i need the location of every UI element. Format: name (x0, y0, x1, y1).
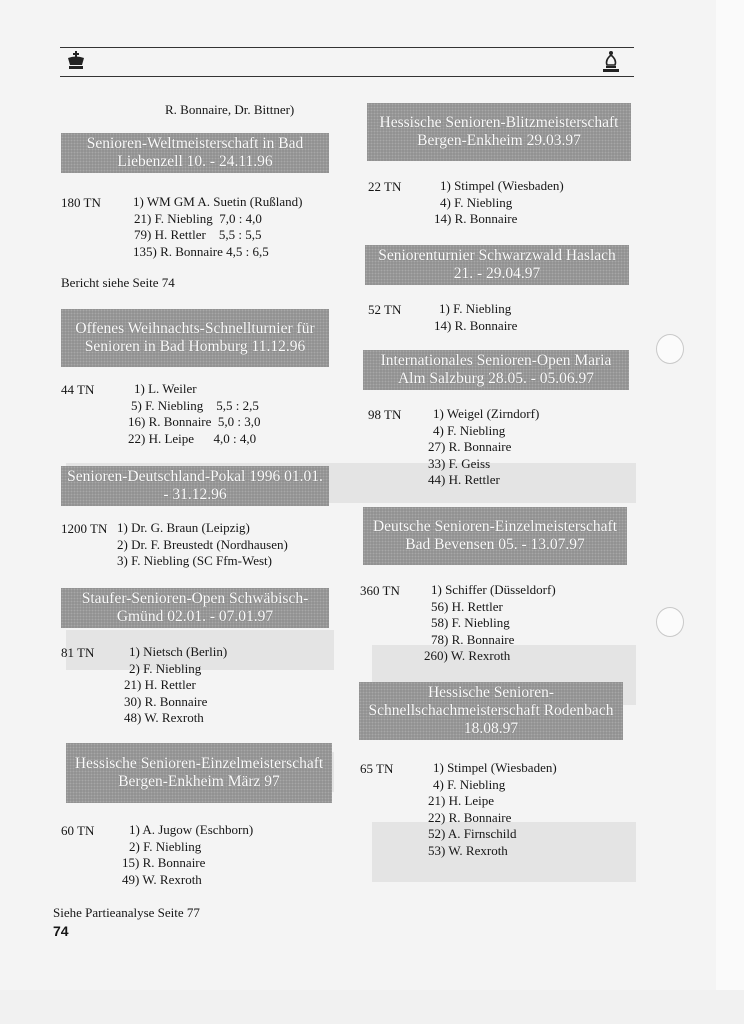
chess-king-icon (65, 50, 87, 77)
results-list (428, 406, 539, 489)
section-banner: Hessische Senioren-Blitzmeisterschaft Bergen-Enkheim 29.03.97 (367, 103, 631, 161)
section-banner: Deutsche Senioren-Einzelmeisterschaft Bad Bevensen 05. - 13.07.97 (363, 507, 627, 565)
result-entry: 1) F. Niebling (439, 301, 512, 316)
result-entry: 14) R. Bonnaire (434, 317, 518, 333)
result-entry: 1) WM GM A. Suetin (Rußland) (133, 194, 303, 209)
header-rule-top (60, 47, 634, 48)
result-entry: 56) H. Rettler (431, 598, 503, 614)
result-entry: 22) R. Bonnaire (428, 809, 512, 825)
results-list (428, 760, 557, 859)
section-banner: Senioren-Deutschland-Pokal 1996 01.01. - 31.12.96 (61, 466, 329, 506)
results-list (117, 520, 288, 570)
participant-count: 22 TN (368, 179, 402, 194)
result-entry: 49) W. Rexroth (122, 871, 202, 887)
punch-hole (656, 334, 684, 364)
result-entry: 2) F. Niebling (129, 660, 202, 676)
participant-count: 1200 TN (61, 521, 108, 536)
page-bottom-margin (0, 990, 744, 1024)
participant-count: 52 TN (368, 302, 402, 317)
result-entry: 14) R. Bonnaire (434, 211, 518, 226)
report-note: Bericht siehe Seite 74 (61, 275, 175, 290)
result-entry: 2) Dr. F. Breustedt (Nordhausen) (117, 536, 288, 552)
result-entry: 1) Schiffer (Düsseldorf) (431, 582, 556, 597)
participant-count: 180 TN (61, 195, 101, 210)
result-entry: 4) F. Niebling (440, 194, 513, 210)
result-entry: 21) H. Leipe (428, 793, 495, 808)
results-list (128, 381, 261, 447)
result-entry: 4) F. Niebling (433, 776, 506, 792)
chess-bishop-icon (601, 50, 621, 79)
result-entry: 1) Nietsch (Berlin) (129, 644, 228, 659)
result-entry: 1) Stimpel (Wiesbaden) (433, 760, 557, 775)
result-entry: 1) Stimpel (Wiesbaden) (440, 178, 564, 193)
result-entry: 78) R. Bonnaire (431, 631, 515, 647)
result-entry: 4) F. Niebling (433, 422, 506, 438)
intro-text: R. Bonnaire, Dr. Bittner) (165, 102, 295, 117)
section-banner: Hessische Senioren-Schnellschachmeisterschaft Rodenbach 18.08.97 (359, 682, 623, 740)
result-entry: 79) H. Rettler 5,5 : 5,5 (134, 227, 262, 242)
section-banner: Seniorenturnier Schwarzwald Haslach 21. - 29.04.97 (365, 245, 629, 285)
header-rule-bottom (60, 76, 634, 77)
result-entry: 30) R. Bonnaire (124, 693, 208, 709)
participant-count: 65 TN (360, 761, 394, 776)
result-entry: 53) W. Rexroth (428, 842, 508, 858)
results-list (434, 178, 564, 228)
page-number: 74 (53, 923, 69, 939)
punch-hole (656, 607, 684, 637)
result-entry: 16) R. Bonnaire 5,0 : 3,0 (128, 414, 261, 429)
result-entry: 27) R. Bonnaire (428, 439, 512, 454)
result-entry: 1) L. Weiler (134, 381, 197, 396)
result-entry: 21) F. Niebling 7,0 : 4,0 (134, 210, 262, 226)
results-list (133, 194, 302, 260)
section-banner: Internationales Senioren-Open Maria Alm Salzburg 28.05. - 05.06.97 (363, 350, 629, 390)
result-entry: 44) H. Rettler (428, 472, 500, 487)
section-banner: Staufer-Senioren-Open Schwäbisch-Gmünd 02.01. - 07.01.97 (61, 588, 329, 628)
result-entry: 21) H. Rettler (124, 677, 196, 692)
result-entry: 52) A. Firnschild (428, 826, 517, 841)
participant-count: 98 TN (368, 407, 402, 422)
result-entry: 15) R. Bonnaire (122, 855, 206, 870)
result-entry: 33) F. Geiss (428, 455, 491, 471)
section-banner: Offenes Weihnachts-Schnellturnier für Senioren in Bad Homburg 11.12.96 (61, 309, 329, 367)
result-entry: 135) R. Bonnaire 4,5 : 6,5 (133, 243, 269, 259)
page-edge (716, 0, 744, 1024)
result-entry: 58) F. Niebling (431, 615, 510, 630)
result-entry: 3) F. Niebling (SC Ffm-West) (117, 553, 272, 568)
result-entry: 1) Dr. G. Braun (Leipzig) (117, 520, 250, 535)
section-banner: Hessische Senioren-Einzelmeisterschaft Bergen-Enkheim März 97 (66, 743, 332, 803)
participant-count: 360 TN (360, 583, 400, 598)
results-list (424, 582, 556, 665)
result-entry: 1) Weigel (Zirndorf) (433, 406, 540, 421)
participant-count: 44 TN (61, 382, 95, 397)
analysis-note: Siehe Partieanalyse Seite 77 (53, 905, 200, 920)
result-entry: 1) A. Jugow (Eschborn) (129, 822, 254, 837)
results-list (124, 644, 227, 727)
participant-count: 60 TN (61, 823, 95, 838)
results-list (434, 301, 517, 334)
section-banner: Senioren-Weltmeisterschaft in Bad Liebenzell 10. - 24.11.96 (61, 133, 329, 173)
result-entry: 2) F. Niebling (129, 838, 202, 854)
results-list (122, 822, 253, 888)
result-entry: 260) W. Rexroth (424, 648, 511, 663)
participant-count: 81 TN (61, 645, 95, 660)
result-entry: 22) H. Leipe 4,0 : 4,0 (128, 430, 257, 446)
result-entry: 5) F. Niebling 5,5 : 2,5 (131, 397, 259, 413)
result-entry: 48) W. Rexroth (124, 710, 204, 725)
